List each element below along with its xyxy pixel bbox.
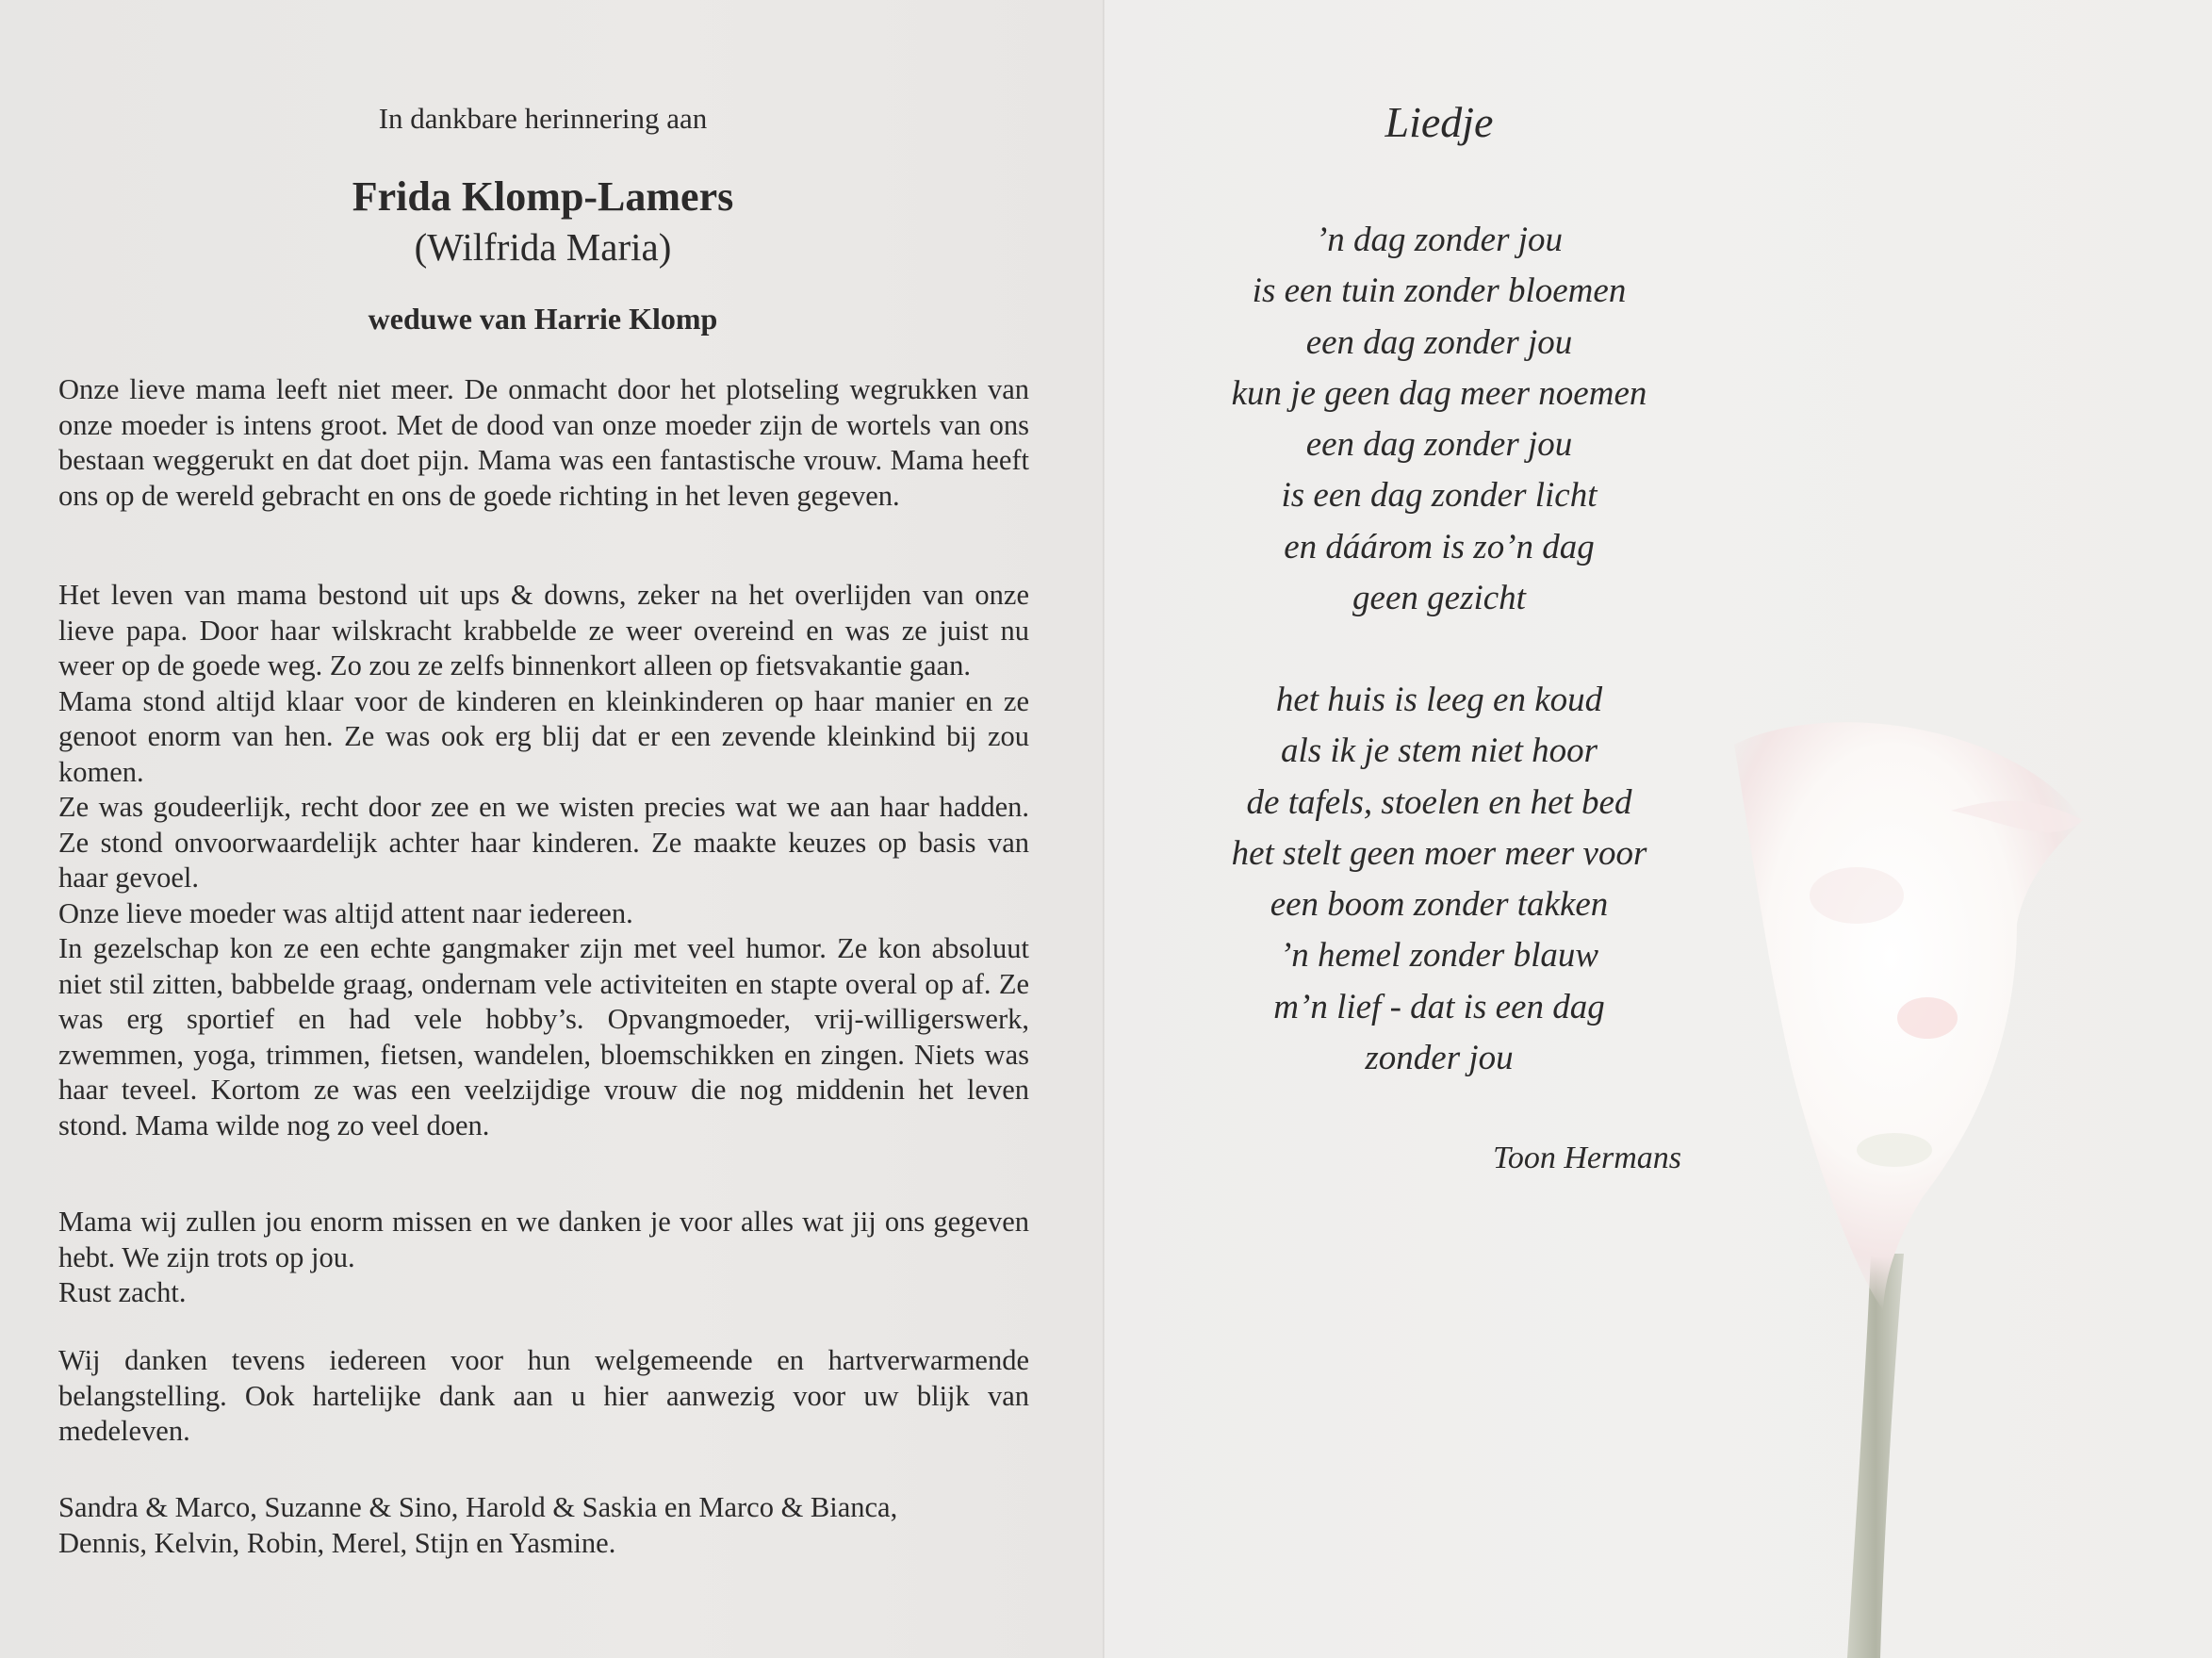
poem-line: geen gezicht: [1352, 579, 1526, 618]
poem-line: is een dag zonder licht: [1281, 476, 1598, 516]
paragraph-text: Het leven van mama bestond uit ups & downs, zeker na het overlijden van onze lieve papa. Door haar wilskracht krabbelde ze weer overeind en was ze juist nu weer op de goede weg. Zo zou ze zelfs binnenkort alleen op fietsvakantie gaan.: [58, 579, 1029, 681]
poem-line: m’n lief - dat is een dag: [1273, 987, 1605, 1026]
poem-line: en dáárom is zo’n dag: [1284, 527, 1595, 566]
paragraph-text: Mama wij zullen jou enorm missen en we danken je voor alles wat jij ons gegeven hebt. We zijn trots op jou.: [58, 1206, 1029, 1273]
calla-lily-illustration: [1715, 707, 2212, 1658]
paragraph-text: Onze lieve moeder was altijd attent naar iedereen.: [58, 896, 633, 929]
paragraph-text: In gezelschap kon ze een echte gangmaker zijn met veel humor. Ze kon absoluut niet stil zitten, babbelde graag, ondernam vele activiteiten en stapte overal op af. Ze was erg sportief en had vele hobby’s. Opvangmoeder, vrij-willigerswerk, zwemmen, yoga, trimmen, fietsen, wandelen, bloemschikken en zingen. Niets was haar teveel. Kortom ze was een veelzijdige vrouw die nog middenin het leven stond. Mama wilde nog zo veel doen.: [58, 932, 1029, 1141]
paragraph-text: Ze was goudeerlijk, recht door zee en we wisten precies wat we aan haar hadden. Ze stond onvoorwaardelijk achter haar kinderen. Ze maakte keuzes op basis van haar gevoel.: [58, 791, 1029, 894]
poem-line: zonder jou: [1365, 1039, 1514, 1078]
poem-line: als ik je stem niet hoor: [1280, 731, 1598, 771]
paragraph-4: [58, 1343, 1029, 1450]
poem-title: Liedje: [1385, 98, 1494, 146]
intro-line: In dankbare herinnering aan: [378, 102, 708, 135]
poem-stanza-1: [1161, 215, 1717, 624]
signers-line: Sandra & Marco, Suzanne & Sino, Harold & Saskia en Marco & Bianca,: [58, 1491, 898, 1523]
poem-line: het huis is leeg en koud: [1275, 681, 1603, 719]
paragraph-2: [58, 578, 1029, 1143]
paragraph-text: Rust zacht.: [58, 1276, 187, 1308]
poem-line: een dag zonder jou: [1305, 425, 1573, 465]
poem-line: kun je geen dag meer noemen: [1231, 373, 1647, 413]
widow-line: weduwe van Harrie Klomp: [368, 302, 718, 336]
poem-line: is een tuin zonder bloemen: [1252, 271, 1627, 311]
paragraph-text: Wij danken tevens iedereen voor hun welgemeende en hartverwarmende belangstelling. Ook hartelijke dank aan u hier aanwezig voor uw blijk van medeleven.: [58, 1344, 1029, 1447]
paragraph-text: Onze lieve mama leeft niet meer. De onmacht door het plotseling wegrukken van onze moeder is intens groot. Met de dood van onze moeder zijn de wortels van ons bestaan weggerukt en dat doet pijn. Mama was een fantastische vrouw. Mama heeft ons op de wereld gebracht en ons de goede richting in het leven gegeven.: [58, 373, 1029, 512]
paragraph-3: [58, 1205, 1029, 1311]
given-names: (Wilfrida Maria): [414, 225, 672, 269]
poem-line: een boom zonder takken: [1270, 885, 1609, 925]
poem-line: ’n dag zonder jou: [1315, 221, 1564, 259]
poem-line: het stelt geen moer meer voor: [1231, 833, 1647, 873]
poem-line: ’n hemel zonder blauw: [1279, 936, 1599, 976]
deceased-name: Frida Klomp-Lamers: [352, 173, 734, 220]
poem-line: de tafels, stoelen en het bed: [1246, 782, 1632, 822]
signers: [58, 1489, 1029, 1561]
signers-line: Dennis, Kelvin, Robin, Merel, Stijn en Yasmine.: [58, 1527, 616, 1559]
left-page: [0, 0, 1105, 1658]
paragraph-text: Mama stond altijd klaar voor de kinderen en kleinkinderen op haar manier en ze genoot enorm van hen. Ze was ook erg blij dat er een zevende kleinkind bij zou komen.: [58, 684, 1029, 788]
poem-stanza-2: [1161, 675, 1717, 1084]
poem-author: Toon Hermans: [1493, 1141, 1681, 1175]
poem-line: een dag zonder jou: [1305, 322, 1573, 362]
paragraph-1: [58, 372, 1029, 514]
